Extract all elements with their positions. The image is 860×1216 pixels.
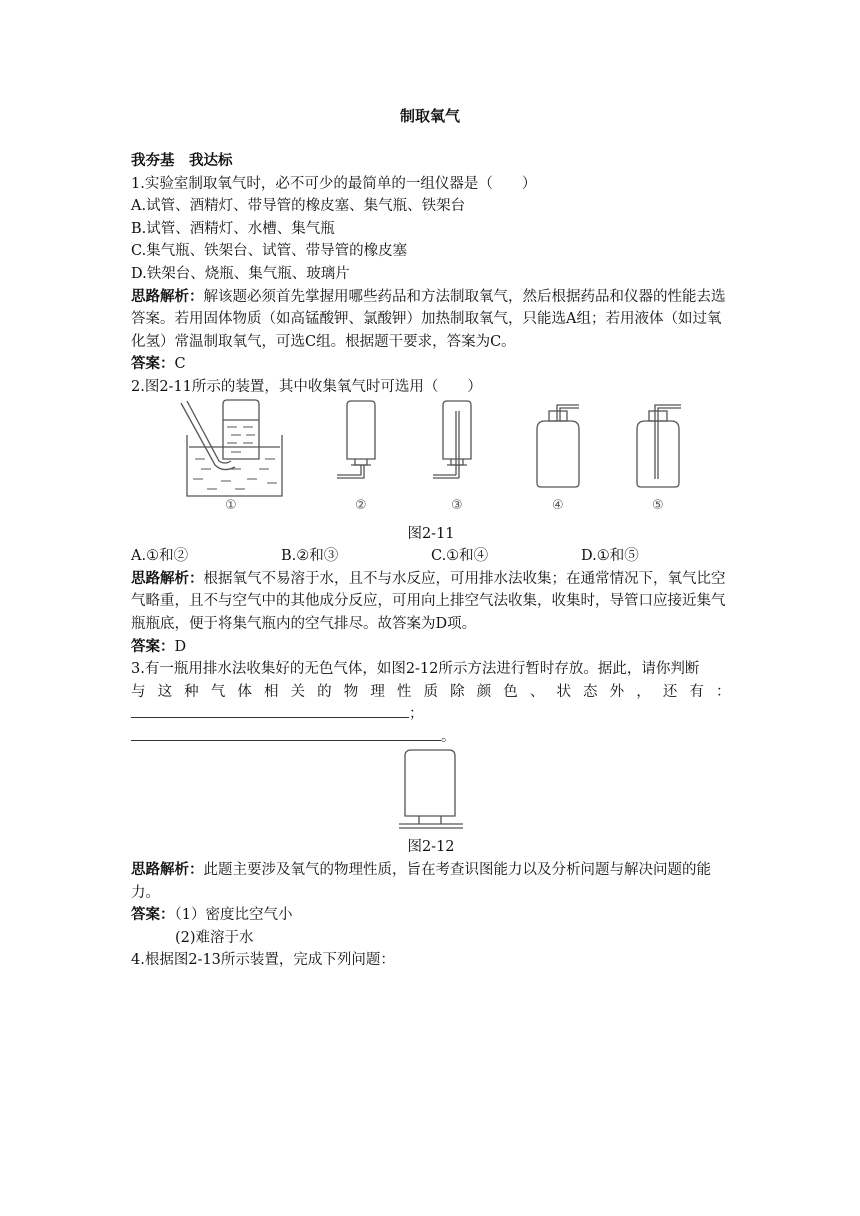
q2-options [131,545,731,568]
q3-answer-label: 答案： [131,906,175,924]
q1-option-d: D.铁架台、烧瓶、集气瓶、玻璃片 [131,265,350,282]
answer-blank-1[interactable] [131,703,409,718]
q3-answer-2: (2)难溶于水 [175,929,254,946]
q1-analysis [131,286,731,354]
q2-option-a: A.①和② [131,548,189,565]
q1-option-c: C.集气瓶、铁架台、试管、带导管的橡皮塞 [131,243,408,260]
answer-blank-2[interactable] [131,726,441,741]
q2-option-c: C.①和④ [431,548,489,565]
q2-analysis-text: 根据氧气不易溶于水，且不与水反应，可用排水法收集；在通常情况下，氧气比空气略重，且不与空气中的其他成分反应，可用向上排空气法收集，收集时，导管口应接近集气瓶瓶底，便于将集气瓶内的空气排尽。故答案为D项。 [131,570,726,632]
q1-stem: 1.实验室制取氧气时，必不可少的最简单的一组仪器是（ ） [131,175,537,192]
q2-option-b: B.②和③ [281,548,339,565]
q3-blank2-end: 。 [441,728,456,745]
figure-2-11 [131,399,731,523]
q3-analysis [131,859,731,904]
figure-2-12-caption: 图2-12 [407,839,455,856]
figure-2-11-caption: 图2-11 [407,525,455,542]
q1-answer-label: 答案： [131,355,175,373]
q3-blank-line2 [131,726,731,749]
q1-option-a: A.试管、酒精灯、带导管的橡皮塞、集气瓶、铁架台 [131,198,466,215]
q3-stem-line1: 3.有一瓶用排水法收集好的无色气体，如图2-12所示方法进行暂时存放。据此，请你判断 [131,661,700,678]
bottle-short-tube [337,401,375,478]
gas-jar-long-tube [637,405,681,487]
bottle-long-tube [433,401,471,478]
q2-answer [131,636,731,659]
q3-blank1-end: ； [409,706,424,723]
q2-answer-value: D [174,638,187,655]
figure-2-12 [131,748,731,836]
figure-label-4: ④ [552,497,564,513]
gas-jar-short-tube [537,405,579,487]
figure-label-3: ③ [451,497,463,513]
q2-analysis [131,568,731,636]
section-heading: 我夯基 我达标 [131,152,233,169]
q3-analysis-text: 此题主要涉及氧气的物理性质，旨在考查识图能力以及分析问题与解决问题的能力。 [131,862,711,901]
q4-stem: 4.根据图2-13所示装置，完成下列问题： [131,952,395,969]
q3-answer-1: （1）密度比空气小 [174,907,293,924]
apparatus-figure [131,399,731,523]
q2-option-d: D.①和⑤ [581,548,639,565]
figure-label-1: ① [225,497,237,513]
water-trough-apparatus [181,400,282,496]
q2-analysis-label: 思路解析： [131,569,204,587]
figure-label-2: ② [355,497,367,513]
q3-answer [131,904,731,927]
figure-label-5: ⑤ [652,497,664,513]
q1-analysis-label: 思路解析： [131,287,204,305]
inverted-bottle-figure [131,748,731,836]
q1-answer [131,353,731,376]
q1-analysis-text: 解该题必须首先掌握用哪些药品和方法制取氧气，然后根据药品和仪器的性能去选答案。若用固体物质（如高锰酸钾、氯酸钾）加热制取氧气，只能选A组；若用液体（如过氧化氢）常温制取氧气，可选C组。根据题干要求，答案为C。 [131,288,726,350]
q1-answer-value: C [174,356,186,373]
q2-stem: 2.图2-11所示的装置，其中收集氧气时可选用（ ） [131,378,482,395]
content [131,150,731,972]
q1-option-b: B.试管、酒精灯、水槽、集气瓶 [131,220,335,237]
page-title: 制取氧气 [399,107,460,125]
q2-answer-label: 答案： [131,637,175,655]
q3-analysis-label: 思路解析： [131,861,204,879]
q3-stem-line2: 与这种气体相关的物理性质除颜色、状态外，还有： [131,683,731,700]
q3-blank-line1 [131,703,731,726]
